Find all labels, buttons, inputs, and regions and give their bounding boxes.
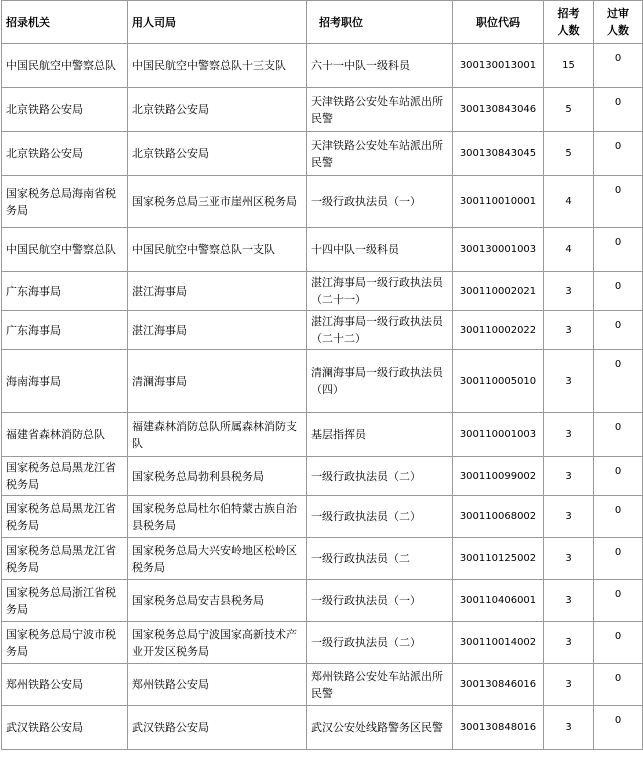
cell-department: 清澜海事局 xyxy=(128,350,307,413)
cell-passed: 0 xyxy=(594,228,643,272)
cell-department: 湛江海事局 xyxy=(128,272,307,311)
table-row xyxy=(2,580,643,622)
cell-code: 300110068002 xyxy=(453,496,544,538)
cell-passed: 0 xyxy=(594,272,643,311)
table-row xyxy=(2,44,643,88)
cell-passed: 0 xyxy=(594,706,643,750)
cell-position: 六十一中队一级科员 xyxy=(307,44,453,88)
cell-agency: 福建省森林消防总队 xyxy=(2,413,128,457)
table-row xyxy=(2,413,643,457)
header-agency: 招录机关 xyxy=(2,1,128,44)
header-recruit: 招考 人数 xyxy=(544,1,594,44)
table-row xyxy=(2,272,643,311)
table-row xyxy=(2,228,643,272)
cell-recruit: 3 xyxy=(544,413,594,457)
cell-department: 福建森林消防总队所属森林消防支队 xyxy=(128,413,307,457)
cell-code: 300130013001 xyxy=(453,44,544,88)
cell-passed: 0 xyxy=(594,580,643,622)
cell-code: 300110099002 xyxy=(453,457,544,496)
cell-department: 武汉铁路公安局 xyxy=(128,706,307,750)
cell-passed: 0 xyxy=(594,413,643,457)
cell-recruit: 3 xyxy=(544,457,594,496)
cell-department: 国家税务总局杜尔伯特蒙古族自治县税务局 xyxy=(128,496,307,538)
header-position: 招考职位 xyxy=(307,1,453,44)
cell-position: 一级行政执法员（一） xyxy=(307,580,453,622)
cell-recruit: 3 xyxy=(544,622,594,664)
table-row xyxy=(2,706,643,750)
cell-passed: 0 xyxy=(594,664,643,706)
cell-position: 一级行政执法员（一） xyxy=(307,176,453,228)
cell-department: 中国民航空中警察总队十三支队 xyxy=(128,44,307,88)
cell-agency: 国家税务总局浙江省税务局 xyxy=(2,580,128,622)
cell-agency: 北京铁路公安局 xyxy=(2,88,128,132)
cell-agency: 国家税务总局黑龙江省税务局 xyxy=(2,538,128,580)
cell-recruit: 4 xyxy=(544,228,594,272)
cell-code: 300130848016 xyxy=(453,706,544,750)
cell-position: 一级行政执法员（二 xyxy=(307,538,453,580)
cell-department: 湛江海事局 xyxy=(128,311,307,350)
cell-position: 一级行政执法员（二） xyxy=(307,457,453,496)
cell-agency: 北京铁路公安局 xyxy=(2,132,128,176)
positions-table xyxy=(1,0,643,750)
cell-agency: 海南海事局 xyxy=(2,350,128,413)
cell-agency: 国家税务总局海南省税务局 xyxy=(2,176,128,228)
cell-passed: 0 xyxy=(594,311,643,350)
cell-code: 300110005010 xyxy=(453,350,544,413)
cell-code: 300110002022 xyxy=(453,311,544,350)
cell-agency: 国家税务总局黑龙江省税务局 xyxy=(2,457,128,496)
cell-recruit: 3 xyxy=(544,272,594,311)
table-row xyxy=(2,496,643,538)
cell-code: 300130843046 xyxy=(453,88,544,132)
cell-position: 湛江海事局一级行政执法员（二十二） xyxy=(307,311,453,350)
cell-recruit: 3 xyxy=(544,664,594,706)
cell-agency: 中国民航空中警察总队 xyxy=(2,228,128,272)
cell-position: 基层指挥员 xyxy=(307,413,453,457)
cell-passed: 0 xyxy=(594,622,643,664)
cell-agency: 国家税务总局黑龙江省税务局 xyxy=(2,496,128,538)
cell-department: 国家税务总局三亚市崖州区税务局 xyxy=(128,176,307,228)
cell-passed: 0 xyxy=(594,350,643,413)
cell-agency: 广东海事局 xyxy=(2,272,128,311)
table-row xyxy=(2,538,643,580)
cell-recruit: 15 xyxy=(544,44,594,88)
cell-department: 郑州铁路公安局 xyxy=(128,664,307,706)
cell-position: 十四中队一级科员 xyxy=(307,228,453,272)
cell-passed: 0 xyxy=(594,176,643,228)
cell-code: 300110001003 xyxy=(453,413,544,457)
cell-agency: 国家税务总局宁波市税务局 xyxy=(2,622,128,664)
cell-recruit: 4 xyxy=(544,176,594,228)
cell-position: 郑州铁路公安处车站派出所民警 xyxy=(307,664,453,706)
cell-recruit: 3 xyxy=(544,538,594,580)
cell-department: 中国民航空中警察总队一支队 xyxy=(128,228,307,272)
cell-code: 300110406001 xyxy=(453,580,544,622)
cell-agency: 武汉铁路公安局 xyxy=(2,706,128,750)
cell-position: 天津铁路公安处车站派出所民警 xyxy=(307,88,453,132)
cell-code: 300110010001 xyxy=(453,176,544,228)
cell-department: 国家税务总局大兴安岭地区松岭区税务局 xyxy=(128,538,307,580)
cell-code: 300130001003 xyxy=(453,228,544,272)
cell-recruit: 3 xyxy=(544,706,594,750)
cell-passed: 0 xyxy=(594,538,643,580)
cell-recruit: 5 xyxy=(544,88,594,132)
table-row xyxy=(2,311,643,350)
cell-code: 300110125002 xyxy=(453,538,544,580)
table-row xyxy=(2,132,643,176)
cell-position: 清澜海事局一级行政执法员（四） xyxy=(307,350,453,413)
cell-code: 300130846016 xyxy=(453,664,544,706)
cell-recruit: 3 xyxy=(544,350,594,413)
cell-position: 武汉公安处线路警务区民警 xyxy=(307,706,453,750)
cell-passed: 0 xyxy=(594,496,643,538)
table-row xyxy=(2,176,643,228)
cell-passed: 0 xyxy=(594,132,643,176)
cell-code: 300110002021 xyxy=(453,272,544,311)
table-row xyxy=(2,88,643,132)
cell-department: 国家税务总局宁波国家高新技术产业开发区税务局 xyxy=(128,622,307,664)
cell-code: 300110014002 xyxy=(453,622,544,664)
cell-passed: 0 xyxy=(594,44,643,88)
cell-department: 北京铁路公安局 xyxy=(128,132,307,176)
cell-position: 湛江海事局一级行政执法员（二十一） xyxy=(307,272,453,311)
cell-code: 300130843045 xyxy=(453,132,544,176)
table-row xyxy=(2,622,643,664)
cell-department: 北京铁路公安局 xyxy=(128,88,307,132)
cell-recruit: 5 xyxy=(544,132,594,176)
cell-passed: 0 xyxy=(594,457,643,496)
cell-recruit: 3 xyxy=(544,496,594,538)
cell-agency: 郑州铁路公安局 xyxy=(2,664,128,706)
cell-passed: 0 xyxy=(594,88,643,132)
table-row xyxy=(2,664,643,706)
cell-recruit: 3 xyxy=(544,311,594,350)
cell-recruit: 3 xyxy=(544,580,594,622)
cell-position: 一级行政执法员（二） xyxy=(307,496,453,538)
cell-position: 天津铁路公安处车站派出所民警 xyxy=(307,132,453,176)
header-department: 用人司局 xyxy=(128,1,307,44)
header-row xyxy=(2,1,643,44)
cell-position: 一级行政执法员（二） xyxy=(307,622,453,664)
table-row xyxy=(2,457,643,496)
header-passed: 过审 人数 xyxy=(594,1,643,44)
cell-agency: 中国民航空中警察总队 xyxy=(2,44,128,88)
header-code: 职位代码 xyxy=(453,1,544,44)
cell-department: 国家税务总局安吉县税务局 xyxy=(128,580,307,622)
cell-department: 国家税务总局勃利县税务局 xyxy=(128,457,307,496)
cell-agency: 广东海事局 xyxy=(2,311,128,350)
table-row xyxy=(2,350,643,413)
